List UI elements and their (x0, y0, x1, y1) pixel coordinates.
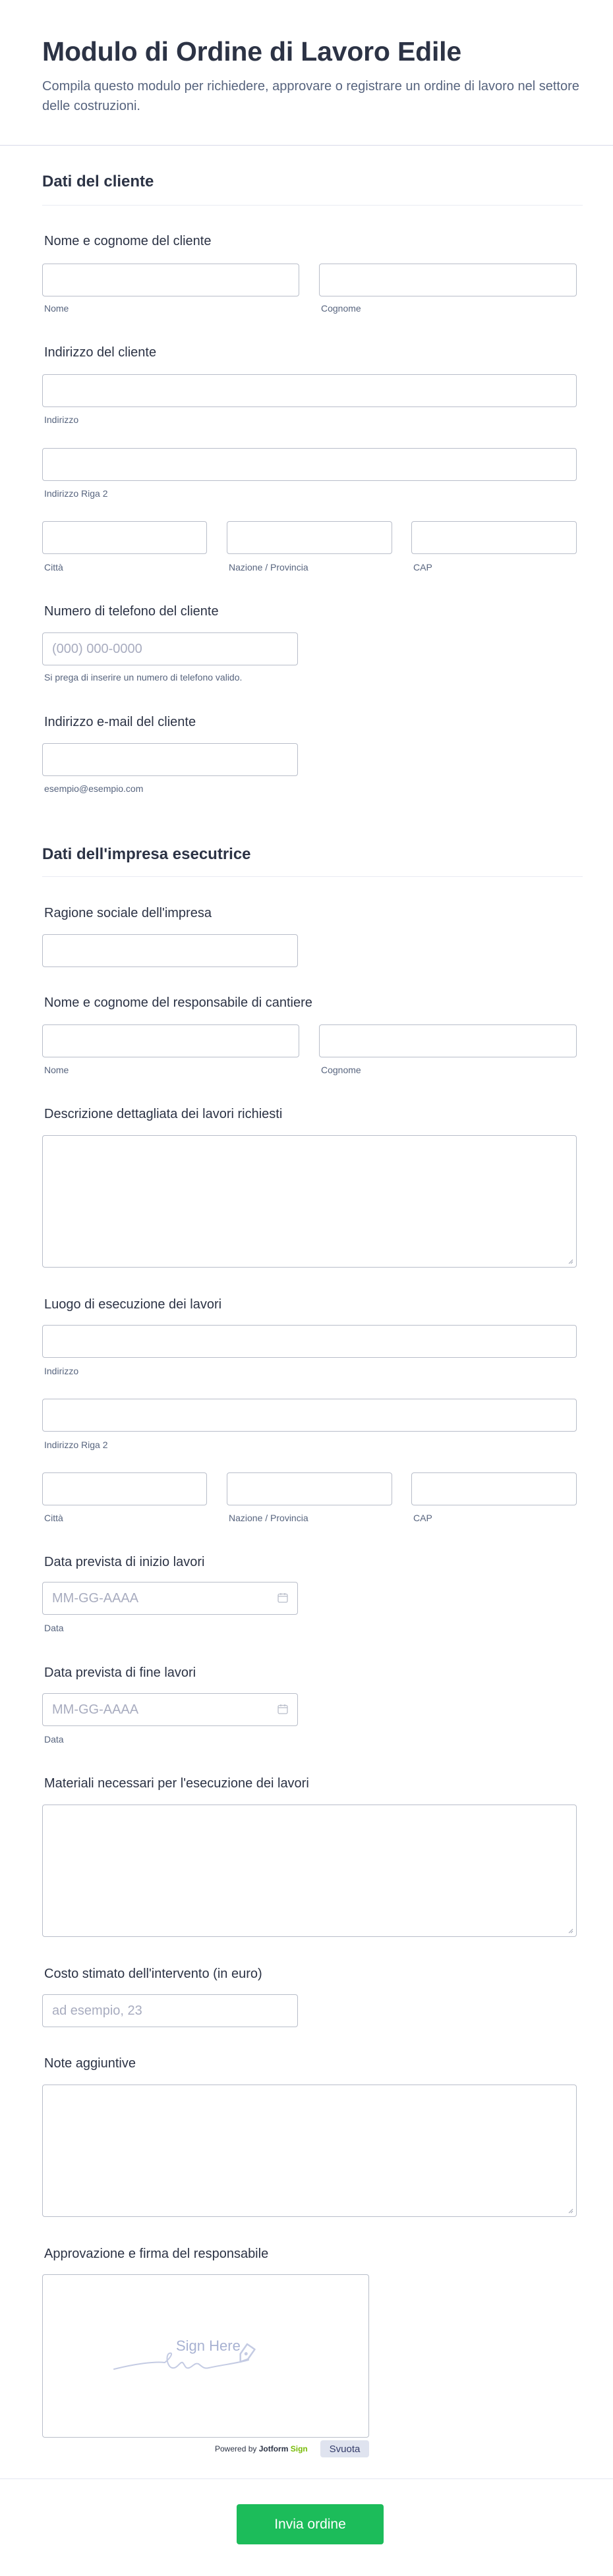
location-address2-input[interactable] (42, 1399, 577, 1432)
client-city-input[interactable] (42, 521, 207, 554)
powered-by (215, 2444, 308, 2453)
client-email-sublabel: esempio@esempio.com (44, 783, 144, 794)
manager-last-name-sublabel: Cognome (321, 1065, 361, 1075)
jotform-sign-brand: Sign (290, 2444, 308, 2453)
start-date-label: Data prevista di inizio lavori (44, 1555, 205, 1569)
location-address-sublabel: Indirizzo (44, 1366, 79, 1376)
company-name-input[interactable] (42, 934, 298, 967)
client-email-label: Indirizzo e-mail del cliente (44, 715, 196, 729)
start-date-input[interactable] (42, 1582, 298, 1615)
client-address-sublabel: Indirizzo (44, 414, 79, 425)
client-first-name-sublabel: Nome (44, 303, 69, 314)
start-date-field (42, 1582, 298, 1615)
resize-handle-icon[interactable] (567, 2207, 573, 2214)
description-textarea[interactable] (42, 1135, 577, 1268)
client-state-sublabel: Nazione / Provincia (229, 562, 308, 573)
client-phone-hint: Si prega di inserire un numero di telefono valido. (44, 672, 243, 683)
client-address2-sublabel: Indirizzo Riga 2 (44, 488, 108, 499)
location-address-input[interactable] (42, 1325, 577, 1358)
signature-label: Approvazione e firma del responsabile (44, 2247, 269, 2261)
calendar-icon[interactable] (277, 1592, 289, 1604)
client-phone-input[interactable] (42, 632, 298, 665)
location-city-sublabel: Città (44, 1513, 63, 1523)
client-zip-input[interactable] (411, 521, 577, 554)
notes-label: Note aggiuntive (44, 2056, 136, 2071)
manager-last-name-input[interactable] (319, 1024, 577, 1057)
client-email-input[interactable] (42, 743, 298, 776)
powered-prefix: Powered by (215, 2444, 257, 2453)
client-name-label: Nome e cognome del cliente (44, 234, 212, 248)
client-zip-sublabel: CAP (413, 562, 432, 573)
materials-label: Materiali necessari per l'esecuzione dei lavori (44, 1776, 309, 1791)
jotform-brand: Jotform (258, 2444, 289, 2453)
end-date-sublabel: Data (44, 1734, 64, 1745)
client-city-sublabel: Città (44, 562, 63, 573)
signature-placeholder: Sign Here (176, 2338, 241, 2354)
client-last-name-sublabel: Cognome (321, 303, 361, 314)
form-header (42, 34, 583, 116)
client-last-name-input[interactable] (319, 264, 577, 296)
signature-pen-icon (109, 2338, 306, 2377)
client-state-input[interactable] (227, 521, 392, 554)
client-phone-label: Numero di telefono del cliente (44, 604, 219, 619)
footer-divider (0, 2478, 613, 2479)
location-label: Luogo di esecuzione dei lavori (44, 1297, 222, 1312)
cost-label: Costo stimato dell'intervento (in euro) (44, 1967, 262, 1981)
end-date-field (42, 1693, 298, 1726)
materials-textarea[interactable] (42, 1805, 577, 1937)
form-subtitle: Compila questo modulo per richiedere, approvare o registrare un ordine di lavoro nel settore delle costruzioni. (42, 79, 579, 113)
submit-button[interactable]: Invia ordine (237, 2504, 384, 2544)
end-date-input[interactable] (42, 1693, 298, 1726)
location-city-input[interactable] (42, 1472, 207, 1505)
cost-input[interactable] (42, 1994, 298, 2027)
resize-handle-icon[interactable] (567, 1258, 573, 1264)
client-address-input[interactable] (42, 374, 577, 407)
section-divider-client (42, 205, 583, 206)
description-label: Descrizione dettagliata dei lavori richiesti (44, 1107, 283, 1121)
resize-handle-icon[interactable] (567, 1927, 573, 1934)
section-heading-client: Dati del cliente (42, 173, 154, 190)
form-title: Modulo di Ordine di Lavoro Edile (42, 36, 461, 67)
start-date-sublabel: Data (44, 1623, 64, 1633)
manager-first-name-sublabel: Nome (44, 1065, 69, 1075)
end-date-label: Data prevista di fine lavori (44, 1666, 196, 1680)
calendar-icon[interactable] (277, 1703, 289, 1715)
signature-pad[interactable] (42, 2274, 369, 2438)
client-first-name-input[interactable] (42, 264, 299, 296)
section-heading-company: Dati dell'impresa esecutrice (42, 845, 251, 863)
location-zip-input[interactable] (411, 1472, 577, 1505)
header-divider (0, 145, 613, 146)
location-zip-sublabel: CAP (413, 1513, 432, 1523)
location-state-sublabel: Nazione / Provincia (229, 1513, 308, 1523)
client-address2-input[interactable] (42, 448, 577, 481)
company-name-label: Ragione sociale dell'impresa (44, 906, 212, 920)
clear-signature-button[interactable]: Svuota (320, 2440, 369, 2457)
notes-textarea[interactable] (42, 2085, 577, 2217)
section-divider-company (42, 876, 583, 877)
manager-name-label: Nome e cognome del responsabile di cantiere (44, 995, 312, 1010)
location-state-input[interactable] (227, 1472, 392, 1505)
manager-first-name-input[interactable] (42, 1024, 299, 1057)
client-address-label: Indirizzo del cliente (44, 345, 157, 360)
location-address2-sublabel: Indirizzo Riga 2 (44, 1440, 108, 1450)
